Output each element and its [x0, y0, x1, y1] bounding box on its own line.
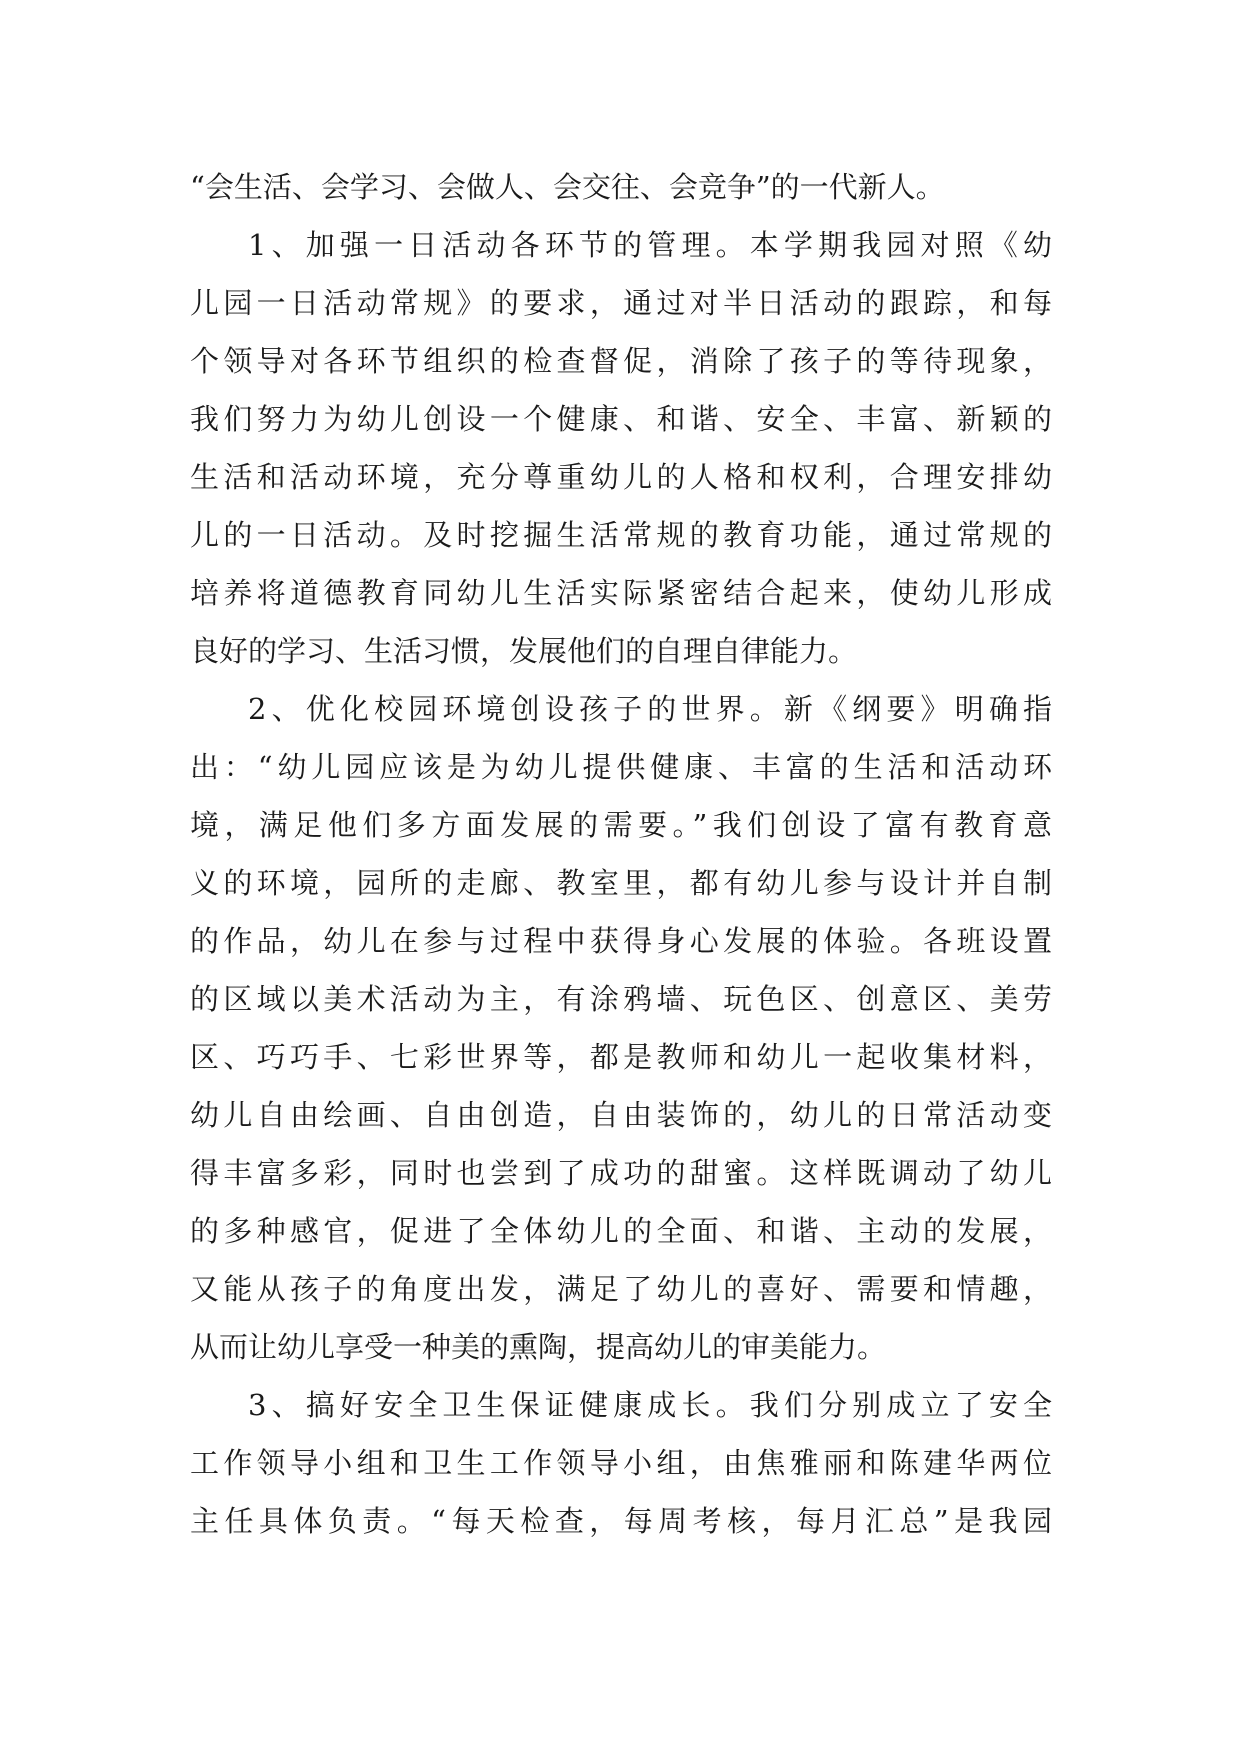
text-line: 出：“幼儿园应该是为幼儿提供健康、丰富的生活和活动环	[190, 750, 1052, 784]
text-line: 良好的学习、生活习惯，发展他们的自理自律能力。	[190, 634, 858, 668]
text-line: 义的环境，园所的走廊、教室里，都有幼儿参与设计并自制	[190, 866, 1052, 900]
text-line: 工作领导小组和卫生工作领导小组，由焦雅丽和陈建华两位	[190, 1446, 1052, 1480]
body-text	[190, 158, 1052, 1550]
paragraph-first-line: 2、优化校园环境创设孩子的世界。新《纲要》明确指	[248, 692, 1052, 726]
text-line: 生活和活动环境，充分尊重幼儿的人格和权利，合理安排幼	[190, 460, 1052, 494]
text-line: 的区域以美术活动为主，有涂鸦墙、玩色区、创意区、美劳	[190, 982, 1052, 1016]
text-line: “会生活、会学习、会做人、会交往、会竞争”的一代新人。	[190, 170, 945, 204]
paragraph-first-line: 1、加强一日活动各环节的管理。本学期我园对照《幼	[248, 228, 1052, 262]
text-line: 的多种感官，促进了全体幼儿的全面、和谐、主动的发展，	[190, 1214, 1052, 1248]
text-line: 境，满足他们多方面发展的需要。”我们创设了富有教育意	[190, 808, 1052, 842]
text-line: 我们努力为幼儿创设一个健康、和谐、安全、丰富、新颖的	[190, 402, 1052, 436]
text-line: 主任具体负责。“每天检查，每周考核，每月汇总”是我园	[190, 1504, 1052, 1538]
text-line: 儿的一日活动。及时挖掘生活常规的教育功能，通过常规的	[190, 518, 1052, 552]
text-line: 从而让幼儿享受一种美的熏陶，提高幼儿的审美能力。	[190, 1330, 887, 1364]
text-line: 区、巧巧手、七彩世界等，都是教师和幼儿一起收集材料，	[190, 1040, 1052, 1074]
paragraph-first-line: 3、搞好安全卫生保证健康成长。我们分别成立了安全	[248, 1388, 1052, 1422]
text-line: 得丰富多彩，同时也尝到了成功的甜蜜。这样既调动了幼儿	[190, 1156, 1052, 1190]
text-line: 的作品，幼儿在参与过程中获得身心发展的体验。各班设置	[190, 924, 1052, 958]
text-line: 儿园一日活动常规》的要求，通过对半日活动的跟踪，和每	[190, 286, 1052, 320]
text-line: 幼儿自由绘画、自由创造，自由装饰的，幼儿的日常活动变	[190, 1098, 1052, 1132]
text-line: 又能从孩子的角度出发，满足了幼儿的喜好、需要和情趣，	[190, 1272, 1052, 1306]
text-line: 培养将道德教育同幼儿生活实际紧密结合起来，使幼儿形成	[190, 576, 1052, 610]
text-line: 个领导对各环节组织的检查督促，消除了孩子的等待现象，	[190, 344, 1052, 378]
